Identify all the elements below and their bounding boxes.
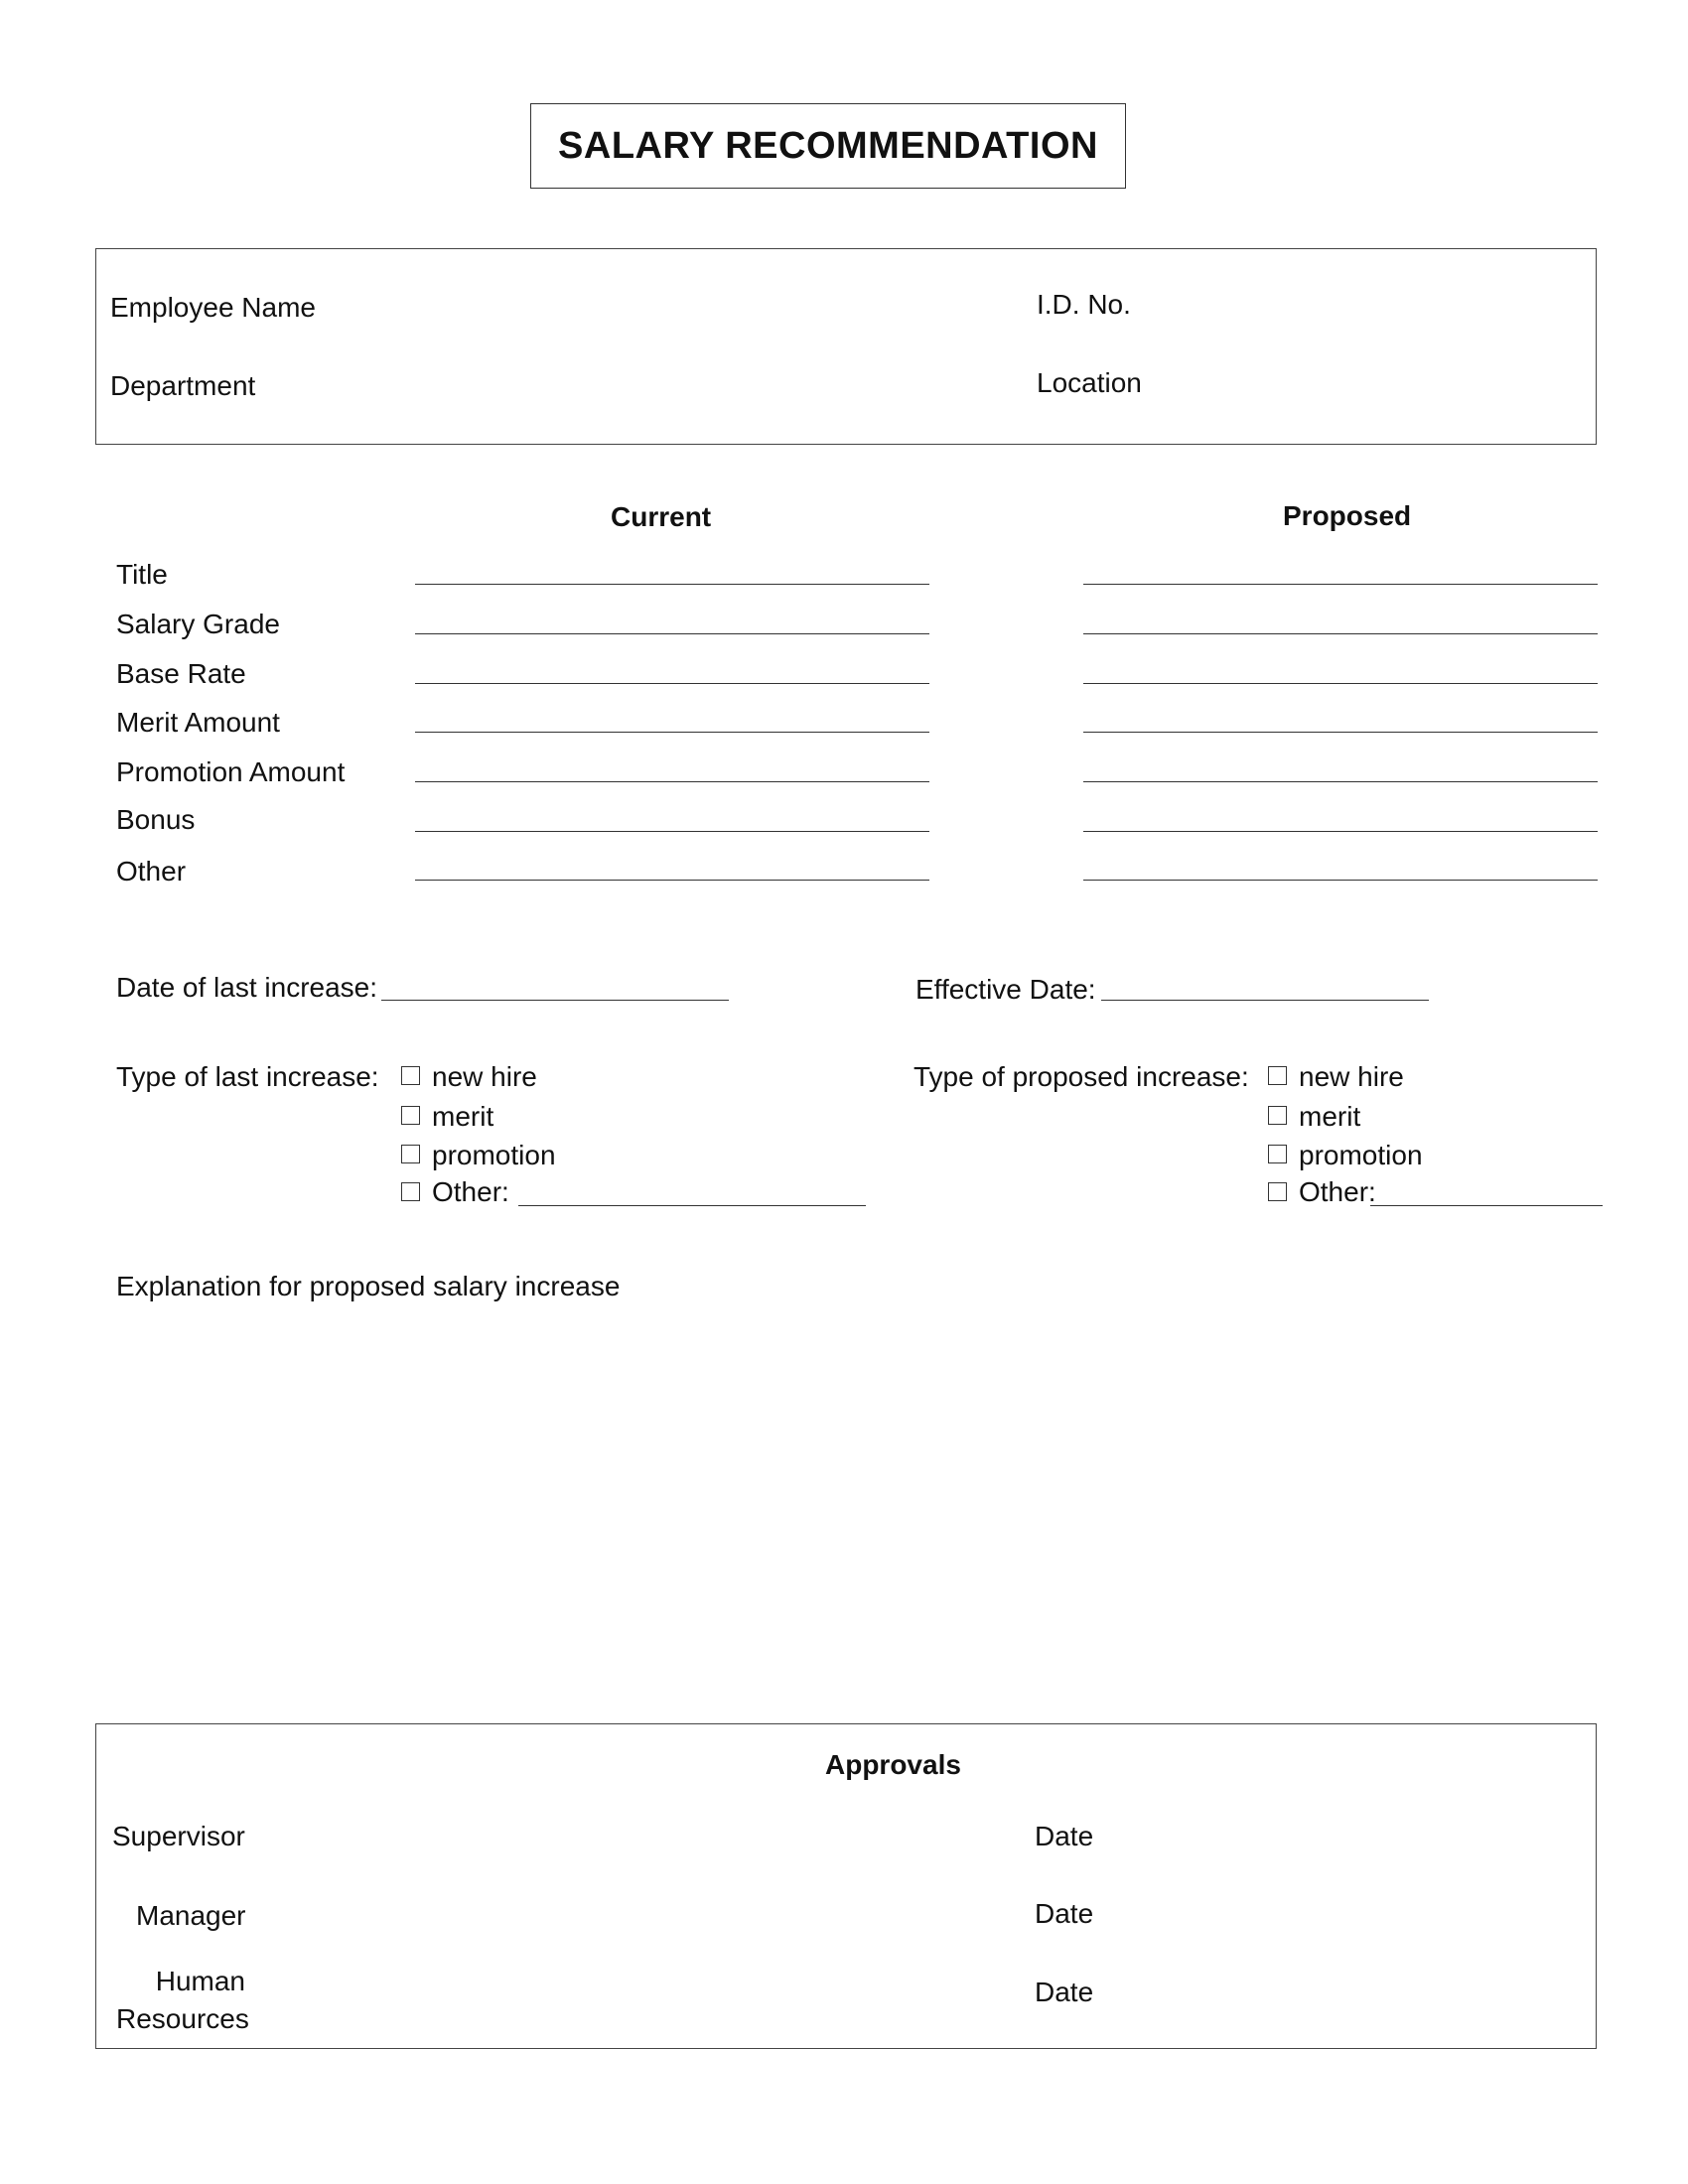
form-title: SALARY RECOMMENDATION bbox=[530, 103, 1126, 189]
row-label-bonus: Bonus bbox=[116, 804, 196, 835]
last-increase-other-field[interactable] bbox=[518, 1205, 866, 1206]
human-resources-label bbox=[116, 1963, 249, 2038]
current-base-rate-field[interactable] bbox=[415, 683, 929, 684]
human-resources-label-line2: Resources bbox=[116, 2003, 249, 2034]
proposed-increase-other-label: Other: bbox=[1299, 1176, 1376, 1207]
human-resources-date-label: Date bbox=[1035, 1977, 1094, 2007]
supervisor-label: Supervisor bbox=[112, 1821, 245, 1851]
row-label-merit-amount: Merit Amount bbox=[116, 707, 280, 738]
current-column-header: Current bbox=[611, 501, 712, 532]
effective-date-field[interactable] bbox=[1101, 1000, 1429, 1001]
manager-date-label: Date bbox=[1035, 1898, 1094, 1929]
row-label-title: Title bbox=[116, 559, 168, 590]
proposed-increase-other-checkbox[interactable] bbox=[1268, 1182, 1287, 1201]
proposed-increase-promotion-checkbox[interactable] bbox=[1268, 1145, 1287, 1163]
proposed-salary-grade-field[interactable] bbox=[1083, 633, 1598, 634]
effective-date-label: Effective Date: bbox=[915, 974, 1096, 1005]
proposed-increase-new-hire-label: new hire bbox=[1299, 1061, 1404, 1092]
row-label-base-rate: Base Rate bbox=[116, 658, 246, 689]
last-increase-merit-label: merit bbox=[432, 1101, 494, 1132]
last-increase-merit-checkbox[interactable] bbox=[401, 1106, 420, 1125]
human-resources-label-line1: Human bbox=[155, 1966, 245, 1996]
row-label-promotion-amount: Promotion Amount bbox=[116, 756, 346, 787]
proposed-column-header: Proposed bbox=[1283, 500, 1412, 531]
current-promotion-amount-field[interactable] bbox=[415, 781, 929, 782]
date-of-last-increase-label: Date of last increase: bbox=[116, 972, 378, 1003]
date-of-last-increase-field[interactable] bbox=[381, 1000, 729, 1001]
employee-name-label: Employee Name bbox=[110, 292, 316, 323]
proposed-increase-new-hire-checkbox[interactable] bbox=[1268, 1066, 1287, 1085]
last-increase-promotion-checkbox[interactable] bbox=[401, 1145, 420, 1163]
last-increase-new-hire-checkbox[interactable] bbox=[401, 1066, 420, 1085]
row-label-salary-grade: Salary Grade bbox=[116, 609, 280, 639]
proposed-promotion-amount-field[interactable] bbox=[1083, 781, 1598, 782]
proposed-increase-merit-checkbox[interactable] bbox=[1268, 1106, 1287, 1125]
proposed-increase-other-field[interactable] bbox=[1370, 1205, 1603, 1206]
proposed-bonus-field[interactable] bbox=[1083, 831, 1598, 832]
proposed-merit-amount-field[interactable] bbox=[1083, 732, 1598, 733]
department-label: Department bbox=[110, 370, 256, 401]
type-of-proposed-increase-label: Type of proposed increase: bbox=[914, 1061, 1249, 1092]
approvals-header: Approvals bbox=[825, 1749, 961, 1780]
proposed-base-rate-field[interactable] bbox=[1083, 683, 1598, 684]
last-increase-new-hire-label: new hire bbox=[432, 1061, 537, 1092]
last-increase-other-checkbox[interactable] bbox=[401, 1182, 420, 1201]
proposed-title-field[interactable] bbox=[1083, 584, 1598, 585]
last-increase-other-label: Other: bbox=[432, 1176, 509, 1207]
current-other-field[interactable] bbox=[415, 880, 929, 881]
last-increase-promotion-label: promotion bbox=[432, 1140, 556, 1170]
location-label: Location bbox=[1037, 367, 1142, 398]
proposed-other-field[interactable] bbox=[1083, 880, 1598, 881]
current-merit-amount-field[interactable] bbox=[415, 732, 929, 733]
supervisor-date-label: Date bbox=[1035, 1821, 1094, 1851]
explanation-label: Explanation for proposed salary increase bbox=[116, 1271, 621, 1301]
proposed-increase-merit-label: merit bbox=[1299, 1101, 1361, 1132]
explanation-area[interactable] bbox=[116, 1315, 1596, 1693]
id-number-label: I.D. No. bbox=[1037, 289, 1131, 320]
type-of-last-increase-label: Type of last increase: bbox=[116, 1061, 379, 1092]
current-title-field[interactable] bbox=[415, 584, 929, 585]
employee-info-box bbox=[95, 248, 1597, 445]
manager-label: Manager bbox=[136, 1900, 246, 1931]
current-bonus-field[interactable] bbox=[415, 831, 929, 832]
current-salary-grade-field[interactable] bbox=[415, 633, 929, 634]
proposed-increase-promotion-label: promotion bbox=[1299, 1140, 1423, 1170]
row-label-other: Other bbox=[116, 856, 187, 887]
